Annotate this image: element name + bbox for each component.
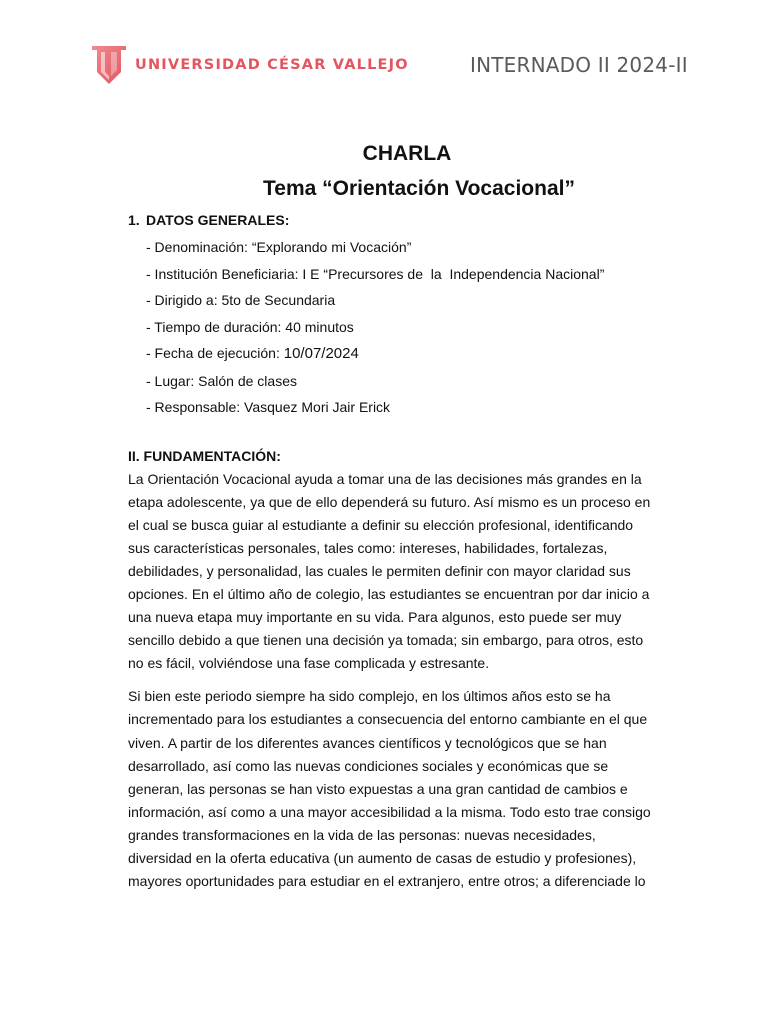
list-item-dirigido: - Dirigido a: 5to de Secundaria	[146, 292, 336, 308]
paragraph-line: diversidad en la oferta educativa (un aumento de casas de estudio y profesiones),	[128, 850, 637, 866]
document-body	[128, 140, 658, 893]
paragraph-line: grandes transformaciones en la vida de las personas: nuevas necesidades,	[128, 826, 596, 843]
paragraph-line: Si bien este periodo siempre ha sido complejo, en los últimos años esto se ha	[128, 688, 611, 705]
paragraph-line: opciones. En el último año de colegio, las estudiantes se encuentran por dar inicio a	[128, 585, 650, 602]
ucv-shield-icon	[91, 44, 127, 86]
list-item-tiempo: - Tiempo de duración: 40 minutos	[146, 318, 354, 335]
paragraph-line: una nueva etapa muy importante en su vida. Para algunos, esto puede ser muy	[128, 609, 622, 626]
list-item-lugar: - Lugar: Salón de clases	[146, 372, 297, 389]
datos-generales-list	[128, 234, 658, 421]
paragraph-line: sencillo debido a que tienen una decisión ya tomada; sin embargo, para otros, esto	[128, 632, 644, 649]
paragraph-line: desarrollado, así como las nuevas condiciones sociales y económicas que se	[128, 757, 609, 774]
paragraph-line: sus características personales, tales como: intereses, habilidades, fortalezas,	[128, 539, 608, 556]
section-datos-generales-heading	[128, 210, 658, 230]
list-item-denominacion: - Denominación: “Explorando mi Vocación”	[146, 239, 412, 255]
paragraph-line: etapa adolescente, ya que de ello dependerá su futuro. Así mismo es un proceso en	[128, 493, 651, 510]
paragraph-line: incrementado para los estudiantes a consecuencia del entorno cambiante en el que	[128, 711, 648, 728]
fundamentacion-paragraph-2	[128, 685, 658, 893]
fecha-label: - Fecha de ejecución:	[146, 345, 284, 361]
paragraph-line: información, así como a una mayor accesibilidad a la misma. Todo esto trae consigo	[128, 803, 651, 820]
section-number: 1.	[128, 212, 140, 228]
section-fundamentacion-heading: II. FUNDAMENTACIÓN:	[128, 447, 281, 464]
paragraph-line: mayores oportunidades para estudiar en el extranjero, entre otros; a diferenciade lo	[128, 873, 646, 890]
paragraph-line: viven. A partir de los diferentes avances científicos y tecnológicos que se han	[128, 734, 607, 751]
list-item-institucion: - Institución Beneficiaria: I E “Precursores de la Independencia Nacional”	[146, 265, 605, 282]
fecha-value: 10/07/2024	[283, 345, 359, 362]
header-course-label: INTERNADO II 2024-II	[470, 53, 688, 77]
list-item-fecha	[146, 340, 658, 368]
list-item-responsable: - Responsable: Vasquez Mori Jair Erick	[146, 399, 391, 415]
document-title: CHARLA	[362, 142, 452, 165]
paragraph-line: La Orientación Vocacional ayuda a tomar una de las decisiones más grandes en la	[128, 470, 642, 487]
section-heading-text: DATOS GENERALES:	[146, 212, 290, 228]
paragraph-line: no es fácil, volviéndose una fase complicada y estresante.	[128, 655, 490, 672]
page-header	[0, 0, 768, 110]
paragraph-line: el cual se busca guiar al estudiante a definir su elección profesional, identificando	[128, 516, 634, 533]
university-logo	[91, 44, 409, 86]
document-subtitle: Tema “Orientación Vocacional”	[263, 177, 575, 200]
paragraph-line: generan, las personas se han visto expuestas a una gran cantidad de cambios e	[128, 780, 628, 797]
paragraph-line: debilidades, y personalidad, las cuales le permiten definir con mayor claridad sus	[128, 562, 631, 579]
university-name: UNIVERSIDAD CÉSAR VALLEJO	[135, 57, 409, 73]
fundamentacion-paragraph-1	[128, 468, 658, 676]
